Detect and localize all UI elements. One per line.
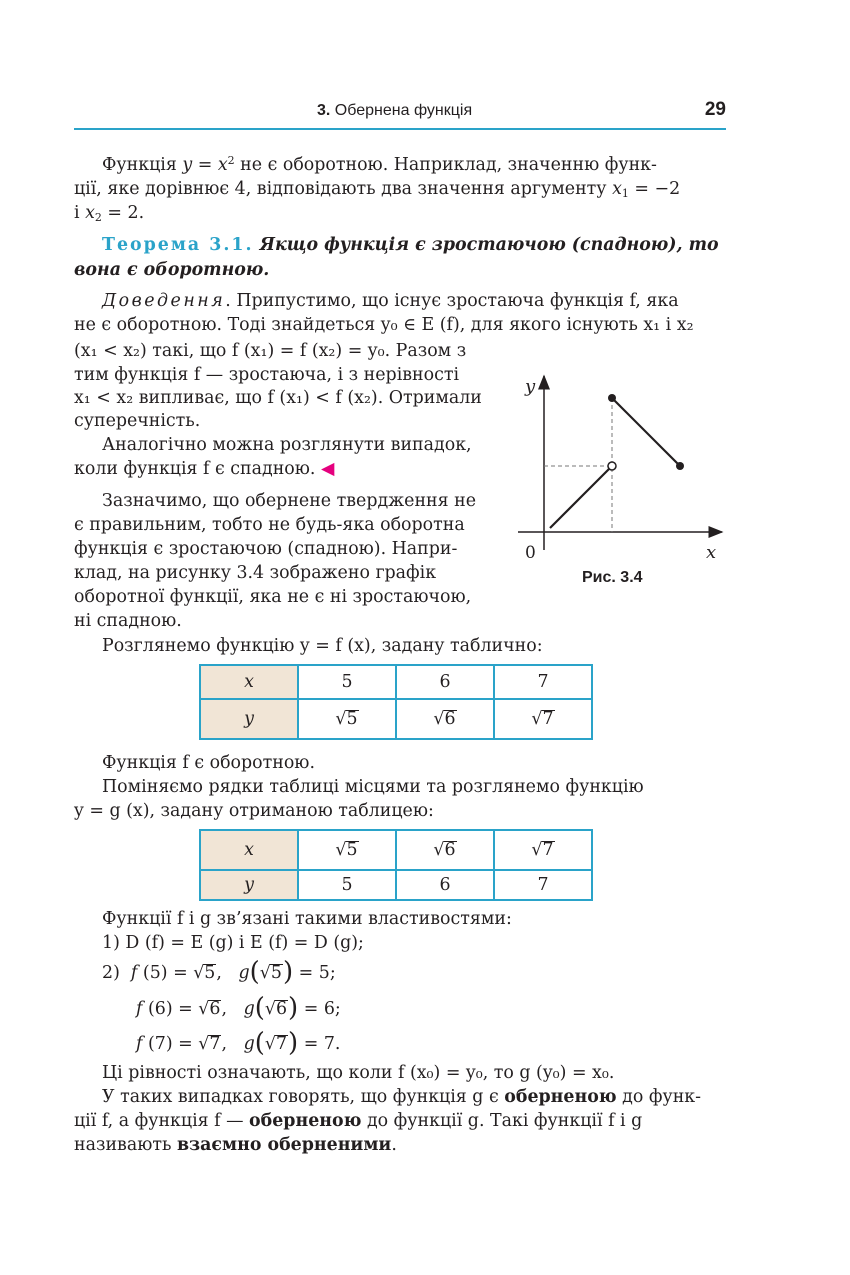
proof-line-8: коли функція f є спадною. ◀ — [74, 459, 335, 479]
table-cell: √7 — [494, 699, 592, 739]
proof-line-2: не є оборотною. Тоді знайдеться y₀ ∈ E (f), для якого існують x₁ і x₂ — [74, 315, 694, 335]
table-cell: 6 — [396, 665, 494, 699]
note-line-6: ні спадною. — [74, 611, 182, 631]
theorem-label: Теорема 3.1. — [102, 235, 254, 255]
table-cell: 7 — [494, 870, 592, 900]
table-cell: √6 — [396, 830, 494, 870]
closing-line-4: називають взаємно оберненими. — [74, 1135, 397, 1155]
running-header — [74, 98, 726, 130]
graph-segment-falling — [612, 398, 680, 466]
table-cell: 7 — [494, 665, 592, 699]
table-cell: 5 — [298, 870, 396, 900]
props-intro: Функції f і g зв’язані такими властивостями: — [102, 909, 512, 929]
para-1-line-1: Функція $y = x^2$ не є оборотною. Наприклад, значенню функ- — [102, 154, 657, 175]
table-row — [200, 870, 592, 900]
origin-label: 0 — [525, 543, 536, 563]
note-line-2: є правильним, тобто не будь-яка оборотна — [74, 515, 465, 535]
closing-line-1: Ці рівності означають, що коли f (x₀) = y₀, то g (y₀) = x₀. — [102, 1063, 615, 1083]
page-number: 29 — [704, 99, 726, 120]
para-1-line-3: і $x_2 = 2$. — [74, 203, 145, 224]
graph-segment-rising — [550, 466, 612, 528]
after-table-line-1: Функція f є оборотною. — [102, 753, 315, 773]
proof-line-1: Доведення. Припустимо, що існує зростаюча функція f, яка — [102, 291, 679, 311]
property-1: 1) D (f) = E (g) і E (f) = D (g); — [102, 933, 364, 953]
table-cell: y — [200, 699, 298, 739]
table-cell: x — [200, 665, 298, 699]
theorem-line-2: вона є оборотною. — [74, 260, 270, 280]
table-row — [200, 830, 592, 870]
theorem-line-1: Теорема 3.1. Якщо функція є зростаючою (спадною), то — [102, 235, 719, 255]
proof-line-7: Аналогічно можна розглянути випадок, — [102, 435, 472, 455]
proof-line-4: тим функція f — зростаюча, і з нерівності — [74, 365, 460, 385]
table-cell: √5 — [298, 830, 396, 870]
note-line-3: функція є зростаючою (спадною). Напри- — [74, 539, 458, 559]
table-cell: 6 — [396, 870, 494, 900]
table-cell: √5 — [298, 699, 396, 739]
property-2-row-2: f (6) = √6, g(√6) = 6; — [136, 993, 341, 1023]
open-point — [608, 462, 616, 470]
table-cell: 5 — [298, 665, 396, 699]
note-line-5: оборотної функції, яка не є ні зростаючою, — [74, 587, 472, 607]
table-cell: y — [200, 870, 298, 900]
section-title: 3. Обернена функція — [317, 102, 473, 119]
figure-caption: Рис. 3.4 — [582, 569, 643, 586]
filled-point-top — [608, 394, 616, 402]
note-line-1: Зазначимо, що обернене твердження не — [102, 491, 477, 511]
closing-line-2: У таких випадках говорять, що функція g є оберненою до функ- — [102, 1087, 702, 1107]
x-axis-label: x — [706, 542, 717, 563]
property-2-row-3: f (7) = √7, g(√7) = 7. — [136, 1028, 341, 1058]
table-intro: Розглянемо функцію y = f (x), задану таблично: — [102, 636, 543, 656]
y-axis-label: y — [525, 376, 536, 397]
value-table-2 — [199, 829, 593, 901]
proof-line-3: (x₁ < x₂) такі, що f (x₁) = f (x₂) = y₀. Разом з — [74, 341, 467, 361]
proof-end-icon: ◀ — [320, 459, 335, 479]
table-cell: √7 — [494, 830, 592, 870]
table-cell: x — [200, 830, 298, 870]
proof-line-6: суперечність. — [74, 411, 201, 431]
table-cell: √6 — [396, 699, 494, 739]
figure-3-4-graph — [510, 370, 740, 570]
table-row — [200, 699, 592, 739]
note-line-4: клад, на рисунку 3.4 зображено графік — [74, 563, 437, 583]
after-table-line-3: y = g (x), задану отриманою таблицею: — [74, 801, 434, 821]
closing-line-3: ції f, а функція f — оберненою до функції g. Такі функції f і g — [74, 1111, 643, 1131]
value-table-1 — [199, 664, 593, 740]
para-1-line-2: ції, яке дорівнює 4, відповідають два значення аргументу $x_1 = -2$ — [74, 179, 681, 200]
after-table-line-2: Поміняємо рядки таблиці місцями та розглянемо функцію — [102, 777, 644, 797]
filled-point-right — [676, 462, 684, 470]
proof-line-5: x₁ < x₂ випливає, що f (x₁) < f (x₂). Отримали — [74, 388, 482, 408]
table-row — [200, 665, 592, 699]
property-2-row-1: 2) f (5) = √5, g(√5) = 5; — [102, 957, 336, 987]
